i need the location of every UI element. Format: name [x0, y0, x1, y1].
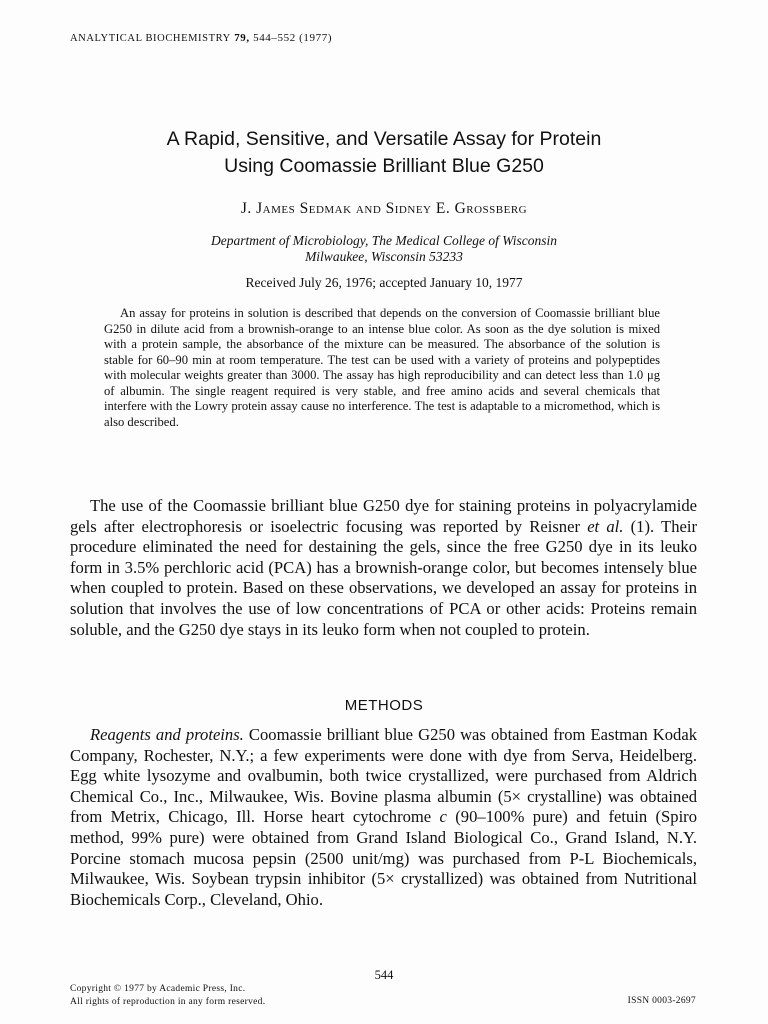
copyright-line-2: All rights of reproduction in any form reserved. — [70, 997, 266, 1007]
methods-text-part-1: Coomassie brilliant blue G250 was obtained from Eastman Kodak Company, Rochester, N.Y.; a few experiments were done with dye from Serva, Heidelberg. Egg white lysozyme and ovalbumin, both twice crystallized, were purchased from Aldrich Chemical Co., Inc., Milwaukee, Wis. Bovine plasma albumin (5× crystalline) was obtained from Metrix, Chicago, Ill. Horse heart cytochrome — [70, 725, 698, 827]
methods-subheading: Reagents and proteins. — [90, 725, 244, 744]
affiliation-line-1: Department of Microbiology, The Medical College of Wisconsin — [211, 233, 557, 248]
copyright-notice — [70, 983, 265, 1009]
journal-volume: 79, — [234, 32, 250, 44]
journal-pages-year: 544–552 (1977) — [253, 32, 333, 44]
intro-paragraph — [70, 496, 697, 640]
cytochrome-c-italic: c — [439, 807, 447, 827]
issn-number: ISSN 0003-2697 — [627, 996, 696, 1006]
intro-text-part-2: (1). Their procedure eliminated the need for destaining the gels, since the free G250 dye in its leuko form in 3.5% perchloric acid (PCA) has a brownish-orange color, but becomes intensely blue when coupled to protein. Based on these observations, we developed an assay for proteins in solution that involves the use of low concentrations of PCA or other acids: Proteins remain soluble, and the G250 dye stays in its leuko form when not coupled to protein. — [70, 516, 697, 639]
methods-text-part-2: (90–100% pure) and fetuin (Spiro method, 99% pure) were obtained from Grand Island Biological Co., Grand Island, N.Y. Porcine stomach mucosa pepsin (2500 unit/mg) was purchased from P-L Biochemicals, Milwaukee, Wis. Soybean trypsin inhibitor (5× crystallized) was obtained from Nutritional Biochemicals Corp., Cleveland, Ohio. — [70, 807, 698, 909]
page-number: 544 — [374, 968, 394, 982]
abstract: An assay for proteins in solution is described that depends on the conversion of Coomassie brilliant blue G250 in dilute acid from a brownish-orange to an intense blue color. As soon as the dye solution is mixed with a protein sample, the absorbance of the mixture can be measured. The absorbance of the solution is stable for 60–90 min at room temperature. The test can be used with a variety of proteins and polypeptides with molecular weights greater than 3000. The assay has high reproducibility and can detect less than 1.0 μg of albumin. The single reagent required is very stable, and free amino acids and several chemicals that interfere with the Lowry protein assay cause no interference. The test is adaptable to a micromethod, which is also described. — [104, 306, 660, 429]
running-head — [70, 32, 332, 44]
journal-name: ANALYTICAL BIOCHEMISTRY — [70, 33, 231, 44]
methods-paragraph — [70, 725, 697, 910]
author-affiliation — [60, 233, 708, 265]
intro-text-part-1: The use of the Coomassie brilliant blue G250 dye for staining proteins in polyacrylamide gels after electrophoresis or isoelectric focusing was reported by Reisner — [70, 496, 697, 536]
methods-heading: METHODS — [344, 697, 424, 714]
intro-citation-et-al: et al. — [587, 516, 624, 536]
affiliation-line-2: Milwaukee, Wisconsin 53233 — [305, 249, 463, 264]
paper-title — [60, 126, 708, 180]
title-line-1: A Rapid, Sensitive, and Versatile Assay for Protein — [166, 128, 602, 150]
title-line-2: Using Coomassie Brilliant Blue G250 — [224, 155, 544, 177]
author-list: J. James Sedmak and Sidney E. Grossberg — [240, 200, 528, 217]
copyright-line-1: Copyright © 1977 by Academic Press, Inc. — [70, 984, 246, 994]
received-date: Received July 26, 1976; accepted January 10, 1977 — [245, 275, 523, 290]
